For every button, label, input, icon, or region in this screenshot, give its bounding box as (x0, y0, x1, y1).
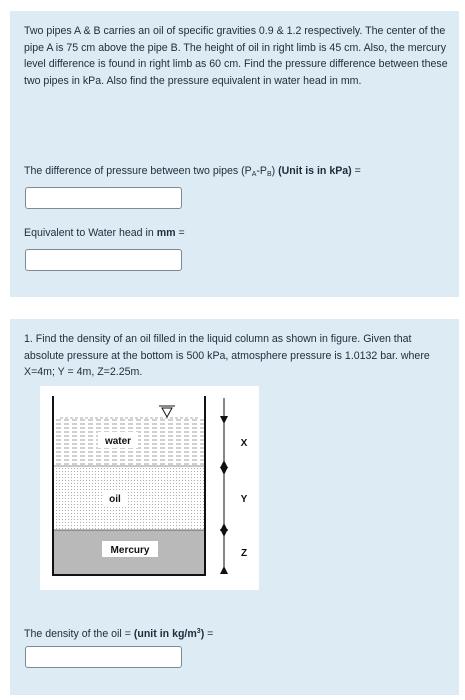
question-2-text: 1. Find the density of an oil filled in the liquid column as shown in figure. Given that absolute pressure at the bottom is 500 kPa, atmosphere pressure is 1.0132 bar. where X=4m; Y = 4m, Z=2.25m. (24, 333, 430, 378)
density-label-suffix: = (204, 628, 214, 640)
dimension-y-label: Y (240, 494, 248, 505)
oil-layer (53, 466, 205, 530)
pressure-label-mid: -P (256, 165, 267, 177)
question-1-text: Two pipes A & B carries an oil of specific gravities 0.9 & 1.2 respectively. The center of the pipe A is 75 cm above the pipe B. The height of oil in right limb is 45 cm. Also, the mercury level difference is found in right limb as 60 cm. Find the pressure difference between these two pipes in kPa. Also find the pressure equivalent in water head in mm. (24, 25, 448, 87)
density-unit-prefix: (unit in kg/m (133, 628, 197, 640)
density-unit-sup: 3 (196, 628, 201, 635)
free-surface-triangle-icon (162, 408, 172, 417)
pressure-sub-a: A (251, 171, 257, 178)
water-head-input[interactable] (25, 249, 182, 271)
water-layer-label: water (104, 436, 132, 447)
oil-density-input[interactable] (25, 646, 182, 668)
density-label-prefix: The density of the oil = (24, 628, 134, 640)
liquid-column-figure (40, 386, 259, 590)
density-unit-suffix: ) (200, 628, 205, 640)
pressure-sub-b: B (266, 171, 272, 178)
water-label-suffix: = (175, 227, 185, 239)
dimension-z-label: Z (240, 548, 248, 559)
pressure-label-suffix: = (351, 165, 361, 177)
pressure-label-prefix: The difference of pressure between two pipes (P (24, 165, 252, 177)
question-card-1 (10, 11, 459, 297)
oil-layer-label: oil (109, 494, 121, 505)
pressure-difference-label (24, 164, 361, 182)
water-head-label (24, 226, 185, 240)
mercury-layer-label: Mercury (110, 545, 150, 556)
question-card-2 (10, 319, 459, 695)
pressure-label-close: ) (271, 165, 279, 177)
water-label-prefix: Equivalent to Water head in (24, 227, 157, 239)
dimension-x-label: X (240, 438, 248, 449)
pressure-difference-input[interactable] (25, 187, 182, 209)
water-unit: mm (156, 227, 176, 239)
pressure-unit: (Unit is in kPa) (278, 165, 352, 177)
oil-density-label (24, 625, 213, 641)
density-unit (134, 628, 204, 640)
